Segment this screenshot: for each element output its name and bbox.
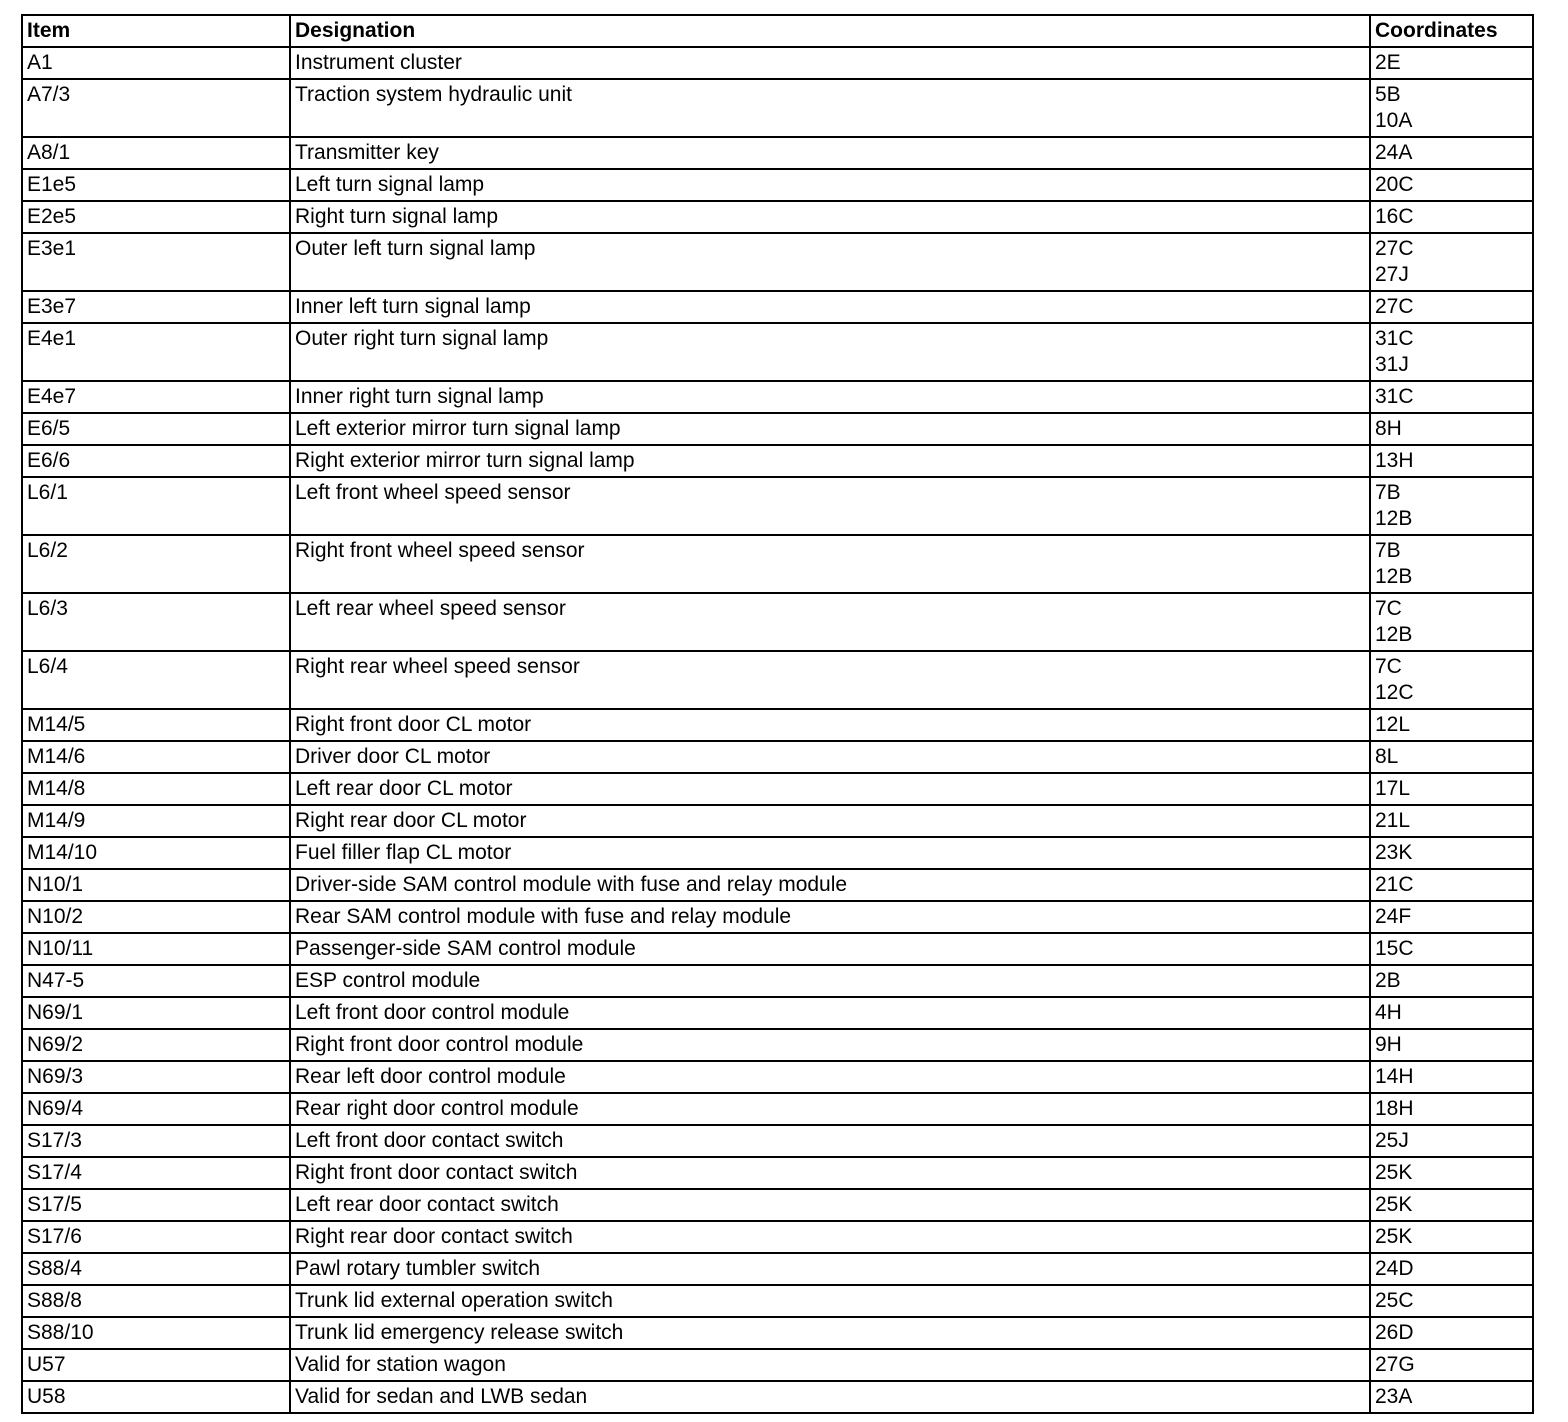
designation-cell: Left front door contact switch — [290, 1125, 1370, 1157]
designation-cell: Right exterior mirror turn signal lamp — [290, 445, 1370, 477]
coordinate-value: 25K — [1375, 1225, 1413, 1248]
coordinate-value: 27G — [1375, 1353, 1415, 1376]
table-row — [22, 805, 1533, 837]
coordinates-cell — [1370, 1061, 1533, 1093]
designation-cell: Left rear door contact switch — [290, 1189, 1370, 1221]
item-cell: S17/4 — [22, 1157, 290, 1189]
coordinate-value: 25J — [1375, 1129, 1409, 1152]
item-cell: E1e5 — [22, 169, 290, 201]
table-row — [22, 1349, 1533, 1381]
item-cell: N10/2 — [22, 901, 290, 933]
coordinates-cell — [1370, 1285, 1533, 1317]
designation-cell: Right turn signal lamp — [290, 201, 1370, 233]
coordinate-value: 25K — [1375, 1161, 1413, 1184]
coordinate-value: 4H — [1375, 1001, 1402, 1024]
table-row — [22, 137, 1533, 169]
coordinate-value: 21C — [1375, 873, 1414, 896]
item-cell: N69/1 — [22, 997, 290, 1029]
designation-cell: Left turn signal lamp — [290, 169, 1370, 201]
designation-cell: Rear SAM control module with fuse and relay module — [290, 901, 1370, 933]
coordinate-value: 20C — [1375, 173, 1414, 196]
coordinates-cell — [1370, 741, 1533, 773]
designation-cell: Outer left turn signal lamp — [290, 233, 1370, 291]
coordinates-cell — [1370, 47, 1533, 79]
coordinate-value: 26D — [1375, 1321, 1414, 1344]
designation-cell: Inner left turn signal lamp — [290, 291, 1370, 323]
designation-cell: Pawl rotary tumbler switch — [290, 1253, 1370, 1285]
coordinate-value: 24F — [1375, 905, 1412, 928]
designation-cell: Fuel filler flap CL motor — [290, 837, 1370, 869]
table-row — [22, 1381, 1533, 1413]
item-cell: M14/10 — [22, 837, 290, 869]
table-row — [22, 413, 1533, 445]
designation-cell: Driver-side SAM control module with fuse and relay module — [290, 869, 1370, 901]
coordinates-cell — [1370, 381, 1533, 413]
header-designation: Designation — [290, 15, 1370, 47]
coordinates-cell — [1370, 1157, 1533, 1189]
item-cell: E3e7 — [22, 291, 290, 323]
coordinates-cell — [1370, 1221, 1533, 1253]
designation-cell: Rear left door control module — [290, 1061, 1370, 1093]
table-row — [22, 1061, 1533, 1093]
coordinates-cell — [1370, 773, 1533, 805]
designation-cell: Left front wheel speed sensor — [290, 477, 1370, 535]
coordinates-cell — [1370, 477, 1533, 535]
table-row — [22, 1093, 1533, 1125]
designation-cell: Transmitter key — [290, 137, 1370, 169]
item-cell: L6/1 — [22, 477, 290, 535]
header-coordinates: Coordinates — [1370, 15, 1533, 47]
item-cell: S88/8 — [22, 1285, 290, 1317]
table-row — [22, 869, 1533, 901]
table-row — [22, 445, 1533, 477]
table-row — [22, 291, 1533, 323]
coordinates-cell — [1370, 1349, 1533, 1381]
designation-cell: Passenger-side SAM control module — [290, 933, 1370, 965]
designation-cell: ESP control module — [290, 965, 1370, 997]
header-item: Item — [22, 15, 290, 47]
coordinate-value: 31J — [1375, 353, 1409, 376]
designation-cell: Outer right turn signal lamp — [290, 323, 1370, 381]
coordinate-value: 2B — [1375, 969, 1401, 992]
table-row — [22, 477, 1533, 535]
coordinate-value: 9H — [1375, 1033, 1402, 1056]
item-cell: E4e1 — [22, 323, 290, 381]
coordinate-value: 16C — [1375, 205, 1414, 228]
coordinate-value: 27C — [1375, 237, 1414, 260]
coordinate-value: 12C — [1375, 681, 1414, 704]
coordinate-value: 31C — [1375, 327, 1414, 350]
header-row — [22, 15, 1533, 47]
designation-cell: Right front door control module — [290, 1029, 1370, 1061]
table-row — [22, 933, 1533, 965]
coordinates-cell — [1370, 593, 1533, 651]
table-row — [22, 47, 1533, 79]
table-row — [22, 1317, 1533, 1349]
designation-cell: Left front door control module — [290, 997, 1370, 1029]
designation-cell: Right rear wheel speed sensor — [290, 651, 1370, 709]
coordinates-cell — [1370, 837, 1533, 869]
table-row — [22, 1221, 1533, 1253]
designation-cell: Trunk lid emergency release switch — [290, 1317, 1370, 1349]
table-row — [22, 233, 1533, 291]
table-row — [22, 741, 1533, 773]
coordinates-cell — [1370, 79, 1533, 137]
coordinate-value: 7C — [1375, 655, 1402, 678]
coordinates-cell — [1370, 869, 1533, 901]
designation-cell: Valid for station wagon — [290, 1349, 1370, 1381]
table-row — [22, 201, 1533, 233]
coordinates-cell — [1370, 1253, 1533, 1285]
designation-cell: Left rear wheel speed sensor — [290, 593, 1370, 651]
coordinates-cell — [1370, 933, 1533, 965]
coordinate-value: 27J — [1375, 263, 1409, 286]
coordinates-cell — [1370, 169, 1533, 201]
legend-table — [21, 14, 1534, 1414]
coordinate-value: 23K — [1375, 841, 1413, 864]
table-row — [22, 79, 1533, 137]
designation-cell: Right rear door contact switch — [290, 1221, 1370, 1253]
coordinates-cell — [1370, 137, 1533, 169]
table-row — [22, 1253, 1533, 1285]
item-cell: N10/1 — [22, 869, 290, 901]
coordinates-cell — [1370, 997, 1533, 1029]
item-cell: L6/2 — [22, 535, 290, 593]
item-cell: S17/6 — [22, 1221, 290, 1253]
table-row — [22, 837, 1533, 869]
designation-cell: Left rear door CL motor — [290, 773, 1370, 805]
table-body — [22, 47, 1533, 1413]
item-cell: N69/4 — [22, 1093, 290, 1125]
coordinate-value: 23A — [1375, 1385, 1413, 1408]
table-row — [22, 381, 1533, 413]
item-cell: U57 — [22, 1349, 290, 1381]
coordinates-cell — [1370, 1125, 1533, 1157]
table-row — [22, 169, 1533, 201]
table-row — [22, 1189, 1533, 1221]
designation-cell: Right rear door CL motor — [290, 805, 1370, 837]
coordinates-cell — [1370, 709, 1533, 741]
table-row — [22, 965, 1533, 997]
coordinates-cell — [1370, 1029, 1533, 1061]
table-row — [22, 773, 1533, 805]
coordinate-value: 21L — [1375, 809, 1411, 832]
designation-cell: Trunk lid external operation switch — [290, 1285, 1370, 1317]
item-cell: M14/5 — [22, 709, 290, 741]
coordinates-cell — [1370, 291, 1533, 323]
item-cell: N69/3 — [22, 1061, 290, 1093]
coordinate-value: 7C — [1375, 597, 1402, 620]
designation-cell: Rear right door control module — [290, 1093, 1370, 1125]
item-cell: S88/4 — [22, 1253, 290, 1285]
item-cell: S88/10 — [22, 1317, 290, 1349]
legend-table-container — [21, 14, 1532, 1414]
coordinates-cell — [1370, 901, 1533, 933]
item-cell: L6/4 — [22, 651, 290, 709]
coordinates-cell — [1370, 233, 1533, 291]
coordinate-value: 14H — [1375, 1065, 1414, 1088]
item-cell: M14/6 — [22, 741, 290, 773]
item-cell: M14/8 — [22, 773, 290, 805]
table-row — [22, 323, 1533, 381]
coordinate-value: 7B — [1375, 539, 1401, 562]
coordinate-value: 12B — [1375, 507, 1413, 530]
coordinates-cell — [1370, 323, 1533, 381]
table-row — [22, 1157, 1533, 1189]
table-row — [22, 997, 1533, 1029]
designation-cell: Inner right turn signal lamp — [290, 381, 1370, 413]
coordinate-value: 17L — [1375, 777, 1411, 800]
table-row — [22, 1029, 1533, 1061]
coordinate-value: 2E — [1375, 51, 1401, 74]
item-cell: N10/11 — [22, 933, 290, 965]
coordinate-value: 12L — [1375, 713, 1411, 736]
table-row — [22, 709, 1533, 741]
coordinates-cell — [1370, 201, 1533, 233]
coordinate-value: 10A — [1375, 109, 1413, 132]
coordinates-cell — [1370, 445, 1533, 477]
item-cell: M14/9 — [22, 805, 290, 837]
coordinates-cell — [1370, 651, 1533, 709]
coordinate-value: 13H — [1375, 449, 1414, 472]
coordinate-value: 8H — [1375, 417, 1402, 440]
coordinates-cell — [1370, 805, 1533, 837]
coordinates-cell — [1370, 535, 1533, 593]
coordinate-value: 31C — [1375, 385, 1414, 408]
designation-cell: Traction system hydraulic unit — [290, 79, 1370, 137]
designation-cell: Right front wheel speed sensor — [290, 535, 1370, 593]
item-cell: N69/2 — [22, 1029, 290, 1061]
coordinate-value: 18H — [1375, 1097, 1414, 1120]
item-cell: E2e5 — [22, 201, 290, 233]
item-cell: A8/1 — [22, 137, 290, 169]
table-row — [22, 535, 1533, 593]
coordinate-value: 27C — [1375, 295, 1414, 318]
item-cell: E4e7 — [22, 381, 290, 413]
item-cell: S17/3 — [22, 1125, 290, 1157]
table-row — [22, 651, 1533, 709]
designation-cell: Right front door contact switch — [290, 1157, 1370, 1189]
coordinate-value: 7B — [1375, 481, 1401, 504]
table-row — [22, 901, 1533, 933]
coordinate-value: 5B — [1375, 83, 1401, 106]
coordinate-value: 8L — [1375, 745, 1399, 768]
coordinates-cell — [1370, 1381, 1533, 1413]
coordinate-value: 15C — [1375, 937, 1414, 960]
designation-cell: Instrument cluster — [290, 47, 1370, 79]
coordinates-cell — [1370, 1317, 1533, 1349]
item-cell: L6/3 — [22, 593, 290, 651]
table-row — [22, 1125, 1533, 1157]
item-cell: A1 — [22, 47, 290, 79]
coordinate-value: 24A — [1375, 141, 1413, 164]
coordinate-value: 25K — [1375, 1193, 1413, 1216]
designation-cell: Left exterior mirror turn signal lamp — [290, 413, 1370, 445]
designation-cell: Valid for sedan and LWB sedan — [290, 1381, 1370, 1413]
coordinate-value: 12B — [1375, 623, 1413, 646]
coordinate-value: 24D — [1375, 1257, 1414, 1280]
coordinate-value: 12B — [1375, 565, 1413, 588]
table-row — [22, 1285, 1533, 1317]
coordinates-cell — [1370, 1189, 1533, 1221]
designation-cell: Right front door CL motor — [290, 709, 1370, 741]
coordinate-value: 25C — [1375, 1289, 1414, 1312]
item-cell: S17/5 — [22, 1189, 290, 1221]
coordinates-cell — [1370, 1093, 1533, 1125]
coordinates-cell — [1370, 965, 1533, 997]
item-cell: U58 — [22, 1381, 290, 1413]
designation-cell: Driver door CL motor — [290, 741, 1370, 773]
coordinates-cell — [1370, 413, 1533, 445]
item-cell: E3e1 — [22, 233, 290, 291]
item-cell: E6/6 — [22, 445, 290, 477]
item-cell: A7/3 — [22, 79, 290, 137]
item-cell: E6/5 — [22, 413, 290, 445]
item-cell: N47-5 — [22, 965, 290, 997]
table-row — [22, 593, 1533, 651]
